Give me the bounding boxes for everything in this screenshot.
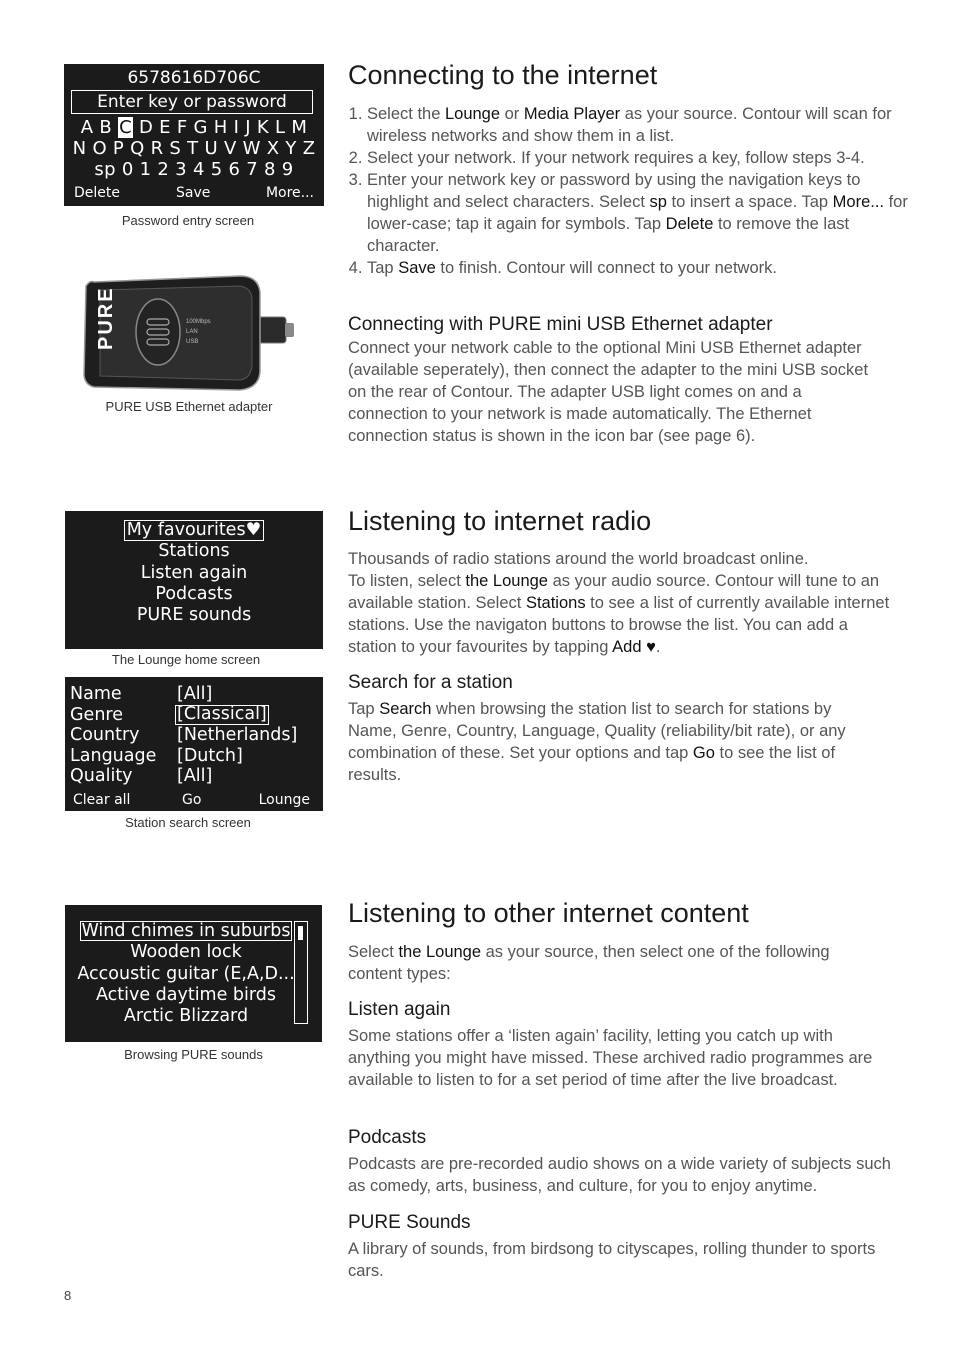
softkey-lounge[interactable]: Lounge — [258, 792, 310, 808]
section-title-other-content: Listening to other internet content — [348, 898, 749, 928]
connecting-steps — [348, 103, 912, 279]
lounge-item-pure-sounds[interactable]: PURE sounds — [136, 605, 252, 626]
sounds-list — [77, 921, 295, 1027]
keyboard-row-1: A B C D E F G H I J K L M — [80, 117, 308, 138]
pure-sounds-text: A library of sounds, from birdsong to cityscapes, rolling thunder to sports cars. — [348, 1240, 876, 1280]
subheading-search: Search for a station — [348, 672, 513, 693]
step-3: 3. Enter your network key or password by using the navigation keys to highlight and select characters. Select sp to insert a space. Tap More... for lower-case; tap it again for symbols. Tap Delete to remove the last character. — [367, 169, 912, 257]
internet-radio-intro: Thousands of radio stations around the world broadcast online. — [348, 550, 809, 568]
heart-icon: ♥ — [245, 520, 262, 540]
pure-sounds-screen — [65, 905, 322, 1042]
adapter-brand-logo: PURE — [95, 286, 117, 350]
search-screen-caption: Station search screen — [125, 815, 251, 830]
section-title-connecting: Connecting to the internet — [348, 60, 658, 90]
listen-again-text: Some stations offer a ‘listen again’ facility, letting you catch up with anything you might have missed. These archived radio programmes are available to listen to for a set period of time after the live broadcast. — [348, 1027, 873, 1089]
keyboard-row-2: N O P Q R S T U V W X Y Z — [72, 138, 316, 159]
search-row-genre[interactable]: Genre [Classical] — [70, 703, 267, 725]
sound-item[interactable]: Arctic Blizzard — [123, 1006, 249, 1027]
search-text: Tap Search when browsing the station list to search for stations by Name, Genre, Country, Language, Quality (reliability/bit rate), or any combination of these. Set your options and tap Go to see the list of results. — [348, 700, 846, 784]
search-row-country[interactable]: Country [Netherlands] — [70, 725, 298, 746]
internet-radio-text: To listen, select the Lounge as your audio source. Contour will tune to an available station. Select Stations to see a list of currently available internet stations. Use the navigaton buttons to browse the list. You can add a station to your favourites by tapping Add ♥. — [348, 572, 890, 656]
usb-adapter-text: Connect your network cable to the optional Mini USB Ethernet adapter (available seperately), then connect the adapter to the mini USB socket on the rear of Contour. The adapter USB light comes on and a connection to your network is made automatically. The Ethernet connection status is shown in the icon bar (see page 6). — [348, 339, 869, 445]
search-row-name[interactable]: Name [All] — [70, 684, 213, 704]
softkey-more[interactable]: More... — [265, 185, 314, 201]
password-entry-screen — [64, 64, 324, 206]
lounge-item-podcasts[interactable]: Podcasts — [155, 583, 233, 604]
subheading-usb-adapter: Connecting with PURE mini USB Ethernet adapter — [348, 314, 773, 335]
section-title-internet-radio: Listening to internet radio — [348, 506, 652, 536]
search-options — [70, 684, 297, 787]
adapter-label-lan: LAN — [186, 329, 198, 335]
scrollbar-thumb[interactable] — [298, 926, 303, 940]
scrollbar[interactable] — [294, 921, 308, 1024]
softkey-clear-all[interactable]: Clear all — [73, 792, 131, 808]
page-number: 8 — [64, 1288, 72, 1303]
subheading-pure-sounds: PURE Sounds — [348, 1212, 471, 1233]
step-2: 2. Select your network. If your network requires a key, follow steps 3-4. — [367, 147, 912, 169]
adapter-caption: PURE USB Ethernet adapter — [105, 399, 273, 414]
lounge-item-listen-again[interactable]: Listen again — [140, 562, 248, 583]
sound-item[interactable]: Wooden lock — [130, 942, 242, 963]
keyboard-row-3: sp 0 1 2 3 4 5 6 7 8 9 — [94, 159, 294, 180]
search-row-language[interactable]: Language [Dutch] — [70, 745, 243, 766]
lounge-item-favourites[interactable]: My favourites♥ — [65, 520, 323, 541]
podcasts-text: Podcasts are pre-recorded audio shows on a wide variety of subjects such as comedy, arts, business, and culture, for you to enjoy anytime. — [348, 1155, 891, 1195]
adapter-label-speed: 100Mbps — [186, 319, 211, 325]
password-field-placeholder: Enter key or password — [97, 92, 287, 112]
selected-key[interactable]: C — [119, 117, 132, 138]
softkey-save[interactable]: Save — [176, 185, 211, 201]
sound-item[interactable]: Active daytime birds — [95, 984, 277, 1005]
sound-item[interactable]: Accoustic guitar (E,A,D... — [77, 963, 295, 984]
station-search-screen — [65, 677, 323, 811]
password-field[interactable] — [71, 90, 313, 114]
search-row-quality[interactable]: Quality [All] — [70, 766, 213, 787]
softkey-delete[interactable]: Delete — [74, 185, 120, 201]
network-code: 6578616D706C — [127, 68, 261, 88]
sound-item[interactable]: Wind chimes in suburbs — [81, 921, 291, 941]
softkey-go[interactable]: Go — [182, 792, 202, 808]
usb-ethernet-adapter-image — [80, 270, 300, 395]
lounge-home-screen — [65, 511, 323, 649]
adapter-label-usb: USB — [186, 339, 199, 345]
step-4: 4. Tap Save to finish. Contour will connect to your network. — [367, 257, 912, 279]
subheading-podcasts: Podcasts — [348, 1127, 427, 1148]
other-content-intro: Select the Lounge as your source, then select one of the following content types: — [348, 943, 830, 983]
password-screen-caption: Password entry screen — [121, 213, 255, 228]
lounge-screen-caption: The Lounge home screen — [111, 652, 261, 667]
step-1: 1. Select the Lounge or Media Player as your source. Contour will scan for wireless networks and show them in a list. — [367, 103, 912, 147]
lounge-menu — [65, 520, 323, 626]
subheading-listen-again: Listen again — [348, 999, 451, 1020]
sounds-screen-caption: Browsing PURE sounds — [124, 1047, 263, 1062]
lounge-item-stations[interactable]: Stations — [158, 541, 230, 562]
